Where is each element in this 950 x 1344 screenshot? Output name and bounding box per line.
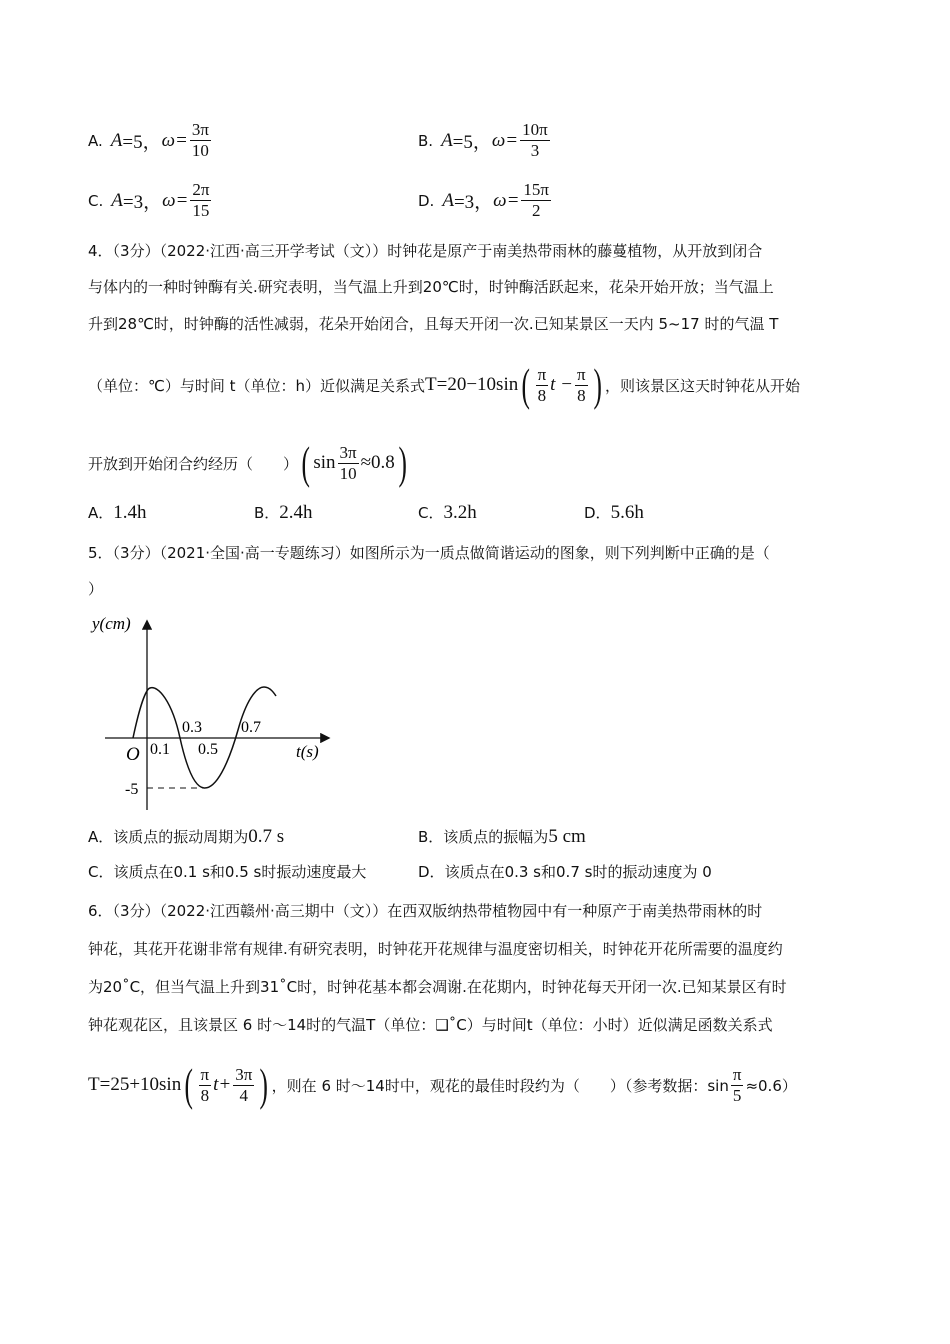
option-c bbox=[88, 180, 213, 221]
right-paren: ) bbox=[398, 437, 407, 488]
q4-text: 开放到开始闭合约经历（ ） bbox=[88, 454, 299, 473]
q6-line-2: 钟花，其花开花谢非常有规律.有研究表明，时钟花开花规律与温度密切相关，时钟花开花所需要的温度约 bbox=[88, 940, 783, 958]
tick-label: 0.5 bbox=[198, 741, 218, 758]
amplitude-symbol: A bbox=[442, 189, 454, 211]
q5-option-d: D．该质点在0.3 s和0.7 s时的振动速度为 0 bbox=[418, 863, 712, 881]
sin-label: sin bbox=[313, 452, 336, 473]
amplitude-symbol: A bbox=[441, 129, 453, 151]
q4-option-c: C．3.2h bbox=[418, 502, 477, 523]
omega-symbol: ω= bbox=[493, 189, 520, 211]
amplitude-value: =5， bbox=[452, 132, 492, 153]
left-paren: ( bbox=[301, 437, 310, 488]
q4-line-5 bbox=[88, 437, 410, 488]
fraction: $\frac{3\pi}{4}$ bbox=[235, 1064, 253, 1105]
fraction: $\frac{\pi}{8}$ bbox=[577, 364, 586, 405]
amplitude-symbol: A bbox=[111, 189, 123, 211]
q4-text: ，则该景区这天时钟花从开始 bbox=[604, 376, 800, 395]
q4-line-4 bbox=[88, 359, 800, 410]
option-letter: C. bbox=[88, 191, 104, 210]
option-letter: B. bbox=[418, 131, 434, 150]
t-axis-label: t(s) bbox=[296, 742, 319, 761]
amplitude-value: =5， bbox=[122, 132, 162, 153]
fraction: $\frac{3\pi}{10}$ bbox=[339, 442, 357, 483]
q6-line-3: 为20˚C，但当气温上升到31˚C时，时钟花基本都会凋谢.在花期内，时钟花每天开闭一次.已知某景区有时 bbox=[88, 978, 787, 996]
q5-option-b: B．该质点的振幅为5 cm bbox=[418, 826, 586, 847]
q4-option-a: A．1.4h bbox=[88, 502, 147, 523]
option-d bbox=[418, 180, 553, 221]
omega-fraction: $\frac{10\pi}{3}$ bbox=[522, 120, 548, 160]
q4-formula: T=20−10sin bbox=[425, 374, 519, 395]
neg-amplitude-label: -5 bbox=[125, 781, 139, 798]
q6-formula: T=25+10sin bbox=[88, 1074, 182, 1095]
fraction: $\frac{\pi}{8}$ bbox=[200, 1064, 210, 1105]
tick-label: 0.1 bbox=[150, 741, 170, 758]
q6-text: ，则在 6 时～14时中，观花的最佳时段约为（ ）（参考数据：sin bbox=[271, 1076, 729, 1095]
right-paren: ) bbox=[259, 1059, 269, 1110]
origin-label: O bbox=[126, 744, 140, 765]
omega-symbol: ω= bbox=[491, 129, 519, 151]
q5-option-c: C．该质点在0.1 s和0.5 s时振动速度最大 bbox=[88, 863, 367, 881]
hint-value: ≈0.8 bbox=[360, 452, 395, 473]
q4-text: （单位：℃）与时间 t（单位：h）近似满足关系式 bbox=[88, 376, 426, 395]
q5-line-1: 5．（3分）（2021·全国·高一专题练习）如图所示为一质点做简谐运动的图象，则下列判断中正确的是（ bbox=[88, 544, 770, 562]
option-letter: A. bbox=[88, 131, 103, 150]
q6-text: ≈0.6） bbox=[745, 1076, 797, 1095]
omega-symbol: ω= bbox=[161, 129, 188, 151]
formula-mid: t − bbox=[550, 374, 574, 395]
left-paren: ( bbox=[184, 1059, 194, 1110]
option-b bbox=[418, 120, 552, 161]
tick-label: 0.3 bbox=[182, 719, 202, 736]
option-letter: D. bbox=[418, 191, 435, 210]
left-paren: ( bbox=[521, 359, 531, 410]
shm-graph bbox=[88, 605, 348, 820]
q4-line-3: 升到28℃时，时钟酶的活性减弱，花朵开始闭合，且每天开闭一次.已知某景区一天内 5~17 时的气温 T bbox=[88, 315, 779, 333]
q4-option-d: D．5.6h bbox=[584, 502, 644, 523]
tick-label: 0.7 bbox=[241, 719, 261, 736]
amplitude-symbol: A bbox=[110, 129, 123, 151]
q5-option-a: A．该质点的振动周期为0.7 s bbox=[88, 826, 285, 847]
option-a bbox=[88, 120, 213, 161]
omega-fraction: $\frac{15\pi}{2}$ bbox=[523, 180, 549, 220]
q4-line-2: 与体内的一种时钟酶有关.研究表明，当气温上升到20℃时，时钟酶活跃起来，花朵开始开放；当气温上 bbox=[88, 278, 774, 296]
amplitude-value: =3， bbox=[122, 192, 163, 213]
formula-mid: t+ bbox=[213, 1074, 232, 1095]
omega-symbol: ω= bbox=[162, 189, 189, 211]
q6-line-4: 钟花观花区，且该景区 6 时～14时的气温T（单位：❑˚C）与时间t（单位：小时）近似满足函数关系式 bbox=[88, 1016, 773, 1034]
right-paren: ) bbox=[593, 359, 602, 410]
q6-line-5 bbox=[88, 1059, 797, 1110]
y-axis-label: y(cm) bbox=[92, 614, 131, 633]
amplitude-value: =3， bbox=[453, 192, 494, 213]
q6-line-1: 6．（3分）（2022·江西赣州·高三期中（文））在西双版纳热带植物园中有一种原产于南美热带雨林的时 bbox=[88, 902, 763, 920]
q4-line-1: 4．（3分）（2022·江西·高三开学考试（文））时钟花是原产于南美热带雨林的藤蔓植物，从开放到闭合 bbox=[88, 242, 763, 260]
fraction: $\frac{\pi}{5}$ bbox=[732, 1064, 742, 1105]
q5-line-2: ） bbox=[88, 580, 104, 598]
omega-fraction: $\frac{2\pi}{15}$ bbox=[192, 180, 210, 220]
fraction: $\frac{\pi}{8}$ bbox=[537, 364, 547, 405]
omega-fraction: $\frac{3\pi}{10}$ bbox=[191, 120, 209, 160]
q4-option-b: B．2.4h bbox=[254, 502, 313, 523]
